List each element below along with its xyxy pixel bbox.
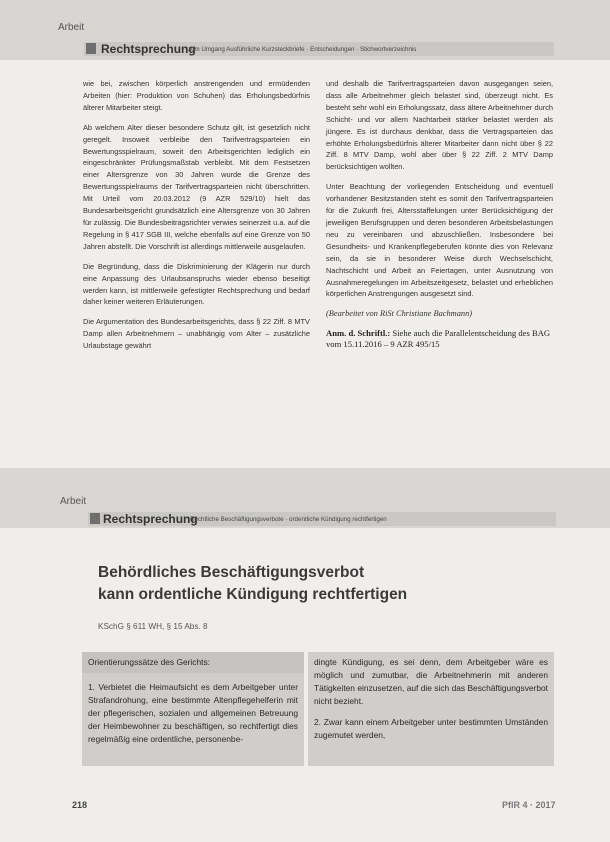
article-title <box>98 562 518 606</box>
legal-reference: KSchG § 611 WH, § 15 Abs. 8 <box>98 622 208 631</box>
left-paragraph: Die Argumentation des Bundesarbeitsgerichts, dass § 22 Ziff. 8 MTV Damp allen Arbeitnehmern – unabhängig vom Alter – zusätzliche Urlaubstage gewährt <box>83 317 310 351</box>
editor-note-text: Siehe auch die Parallelentscheidung des BAG vom 15.11.2016 – 9 AZR 495/15 <box>326 328 551 350</box>
principles-heading: Orientierungssätze des Gerichts: <box>82 652 304 673</box>
principles-box-left <box>82 652 304 766</box>
editor-note <box>326 328 553 350</box>
header-square-marker <box>86 43 96 54</box>
article-title-line: Behördliches Beschäftigungsverbot <box>98 564 365 581</box>
second-section-label: Arbeit <box>60 496 87 507</box>
principle-text: 1. Verbietet die Heimaufsicht es dem Arbeitgeber unter Strafandrohung, eine bestimmte Altenpflegehelferin mit der pflegerischen, sozialen und allgemeinen Betreuung der Heimbewohner zu beschäftigen, so rechtfertigt dies regelmäßig eine ordentliche, personenbe- <box>88 682 298 745</box>
section-label: Arbeit <box>58 22 85 33</box>
principles-box-right <box>308 652 554 766</box>
article-title-line: kann ordentliche Kündigung rechtfertigen <box>98 586 408 603</box>
left-paragraph: Die Begründung, dass die Diskriminierung der Klägerin nur durch eine Anpassung des Urlaubsanspruchs wieder ebenso beseitigt werden kann, ist mittlerweile gefestigter Rechtsprechung und bedarf daher keiner weiteren Erläuterungen. <box>83 261 310 307</box>
right-column <box>326 78 553 350</box>
left-paragraph: wie bei, zwischen körperlich anstrengenden und ermüdenden Arbeiten (hier: Produktion von Schuhen) das Erholungsbedürfnis älterer Mitarbeiter steigt. <box>83 79 310 112</box>
left-column <box>83 78 310 360</box>
second-header-title: Rechtsprechung <box>103 512 198 526</box>
editor-note-label: Anm. d. Schriftl.: <box>326 328 391 339</box>
second-header-subtitle: Rechtliche Beschäftigungsverbote · ordentliche Kündigung rechtfertigen <box>190 516 387 523</box>
left-paragraph: Ab welchem Alter dieser besondere Schutz gilt, ist gesetzlich nicht geregelt. Insoweit verbleibe den Tarifvertragsparteien ein Bewertungsspielraum, soweit den Arbeitsgerichten lediglich ein eingeschränkter Prüfungsmaßstab verbleibt. Mit dem Festsetzen einer Altersgrenze von 30 Jahren wurde die Grenze des Bewertungsspielraums der Tarifvertragsparteien nicht überschritten. Mit Urteil vom 20.03.2012 (9 AZR 529/10) hielt das Bundesarbeitsgericht grundsätzlich eine Altersgrenze von 30 Jahren für zulässig. Die Bundesbeitragsrichter verwies seinerzeit u.a. auf die Regelung in § 417 SGB III, welche ebenfalls auf eine Grenze von 50 Jahren abstellt. Die Vorschrift ist allerdings mittlerweile ausgelaufen. <box>83 122 310 251</box>
right-paragraph: Unter Beachtung der vorliegenden Entscheidung und eventuell vorhandener Besitzstanden steht es somit den Tarifvertragsparteien für die Zukunft frei, Altersstaffelungen unter Berücksichtigung der jeweiligen Berufsgruppen und deren besonderen Arbeitsbelastungen neu zu vereinbaren und abzuschließen. Insbesondere bei Gesundheits- und Krankenpflegeberufen könnte dies von Relevanz sein, da sie in besonderer Weise durch Wechselschicht, Nachtschicht und Arbeit an Feiertagen, unter Ausnutzung von Ausnahmeregelungen im Arbeitszeitgesetz, belastet und erheblichen körperlichen Anstrengungen ausgesetzt sind. <box>326 182 553 299</box>
author-signature: (Bearbeitet von RiSt Christiane Bachmann) <box>326 309 473 319</box>
second-header-square-marker <box>90 513 100 524</box>
header-subtitle: zum Umgang Ausführliche Kurzsteckbriefe · Entscheidungen · Stichwortverzeichnis <box>188 46 417 53</box>
principle-text: 2. Zwar kann einem Arbeitgeber unter bestimmten Umständen zugemutet werden, <box>314 717 548 741</box>
right-paragraph: und deshalb die Tarifvertragsparteien davon ausgegangen seien, dass alle Arbeitnehmer gleich belastet sind, überzeugt nicht. Es besteht sehr wohl ein Erholungssatz, dass ältere Arbeitnehmer durch Schicht- und vor allem Nachtarbeit stärker belastet werden als jüngere. Es ist durchaus denkbar, dass die Vertragsparteien das erhöhte Erholungsbedürfnis älterer Mitarbeiter dann nicht über § 22 Ziff. 8 MTV Damp, wohl aber über § 22 Ziff. 2 MTV Damp berücksichtigen wollten. <box>326 79 553 172</box>
journal-issue: PflR 4 · 2017 <box>502 800 556 810</box>
principle-text: dingte Kündigung, es sei denn, dem Arbeitgeber wäre es möglich und zumutbar, die Arbeitnehmerin mit anderen Tätigkeiten einzusetzen, auf die sich das Beschäftigungsverbot nicht bezieht. <box>314 657 548 707</box>
page-number: 218 <box>72 800 88 810</box>
header-title: Rechtsprechung <box>101 42 196 56</box>
